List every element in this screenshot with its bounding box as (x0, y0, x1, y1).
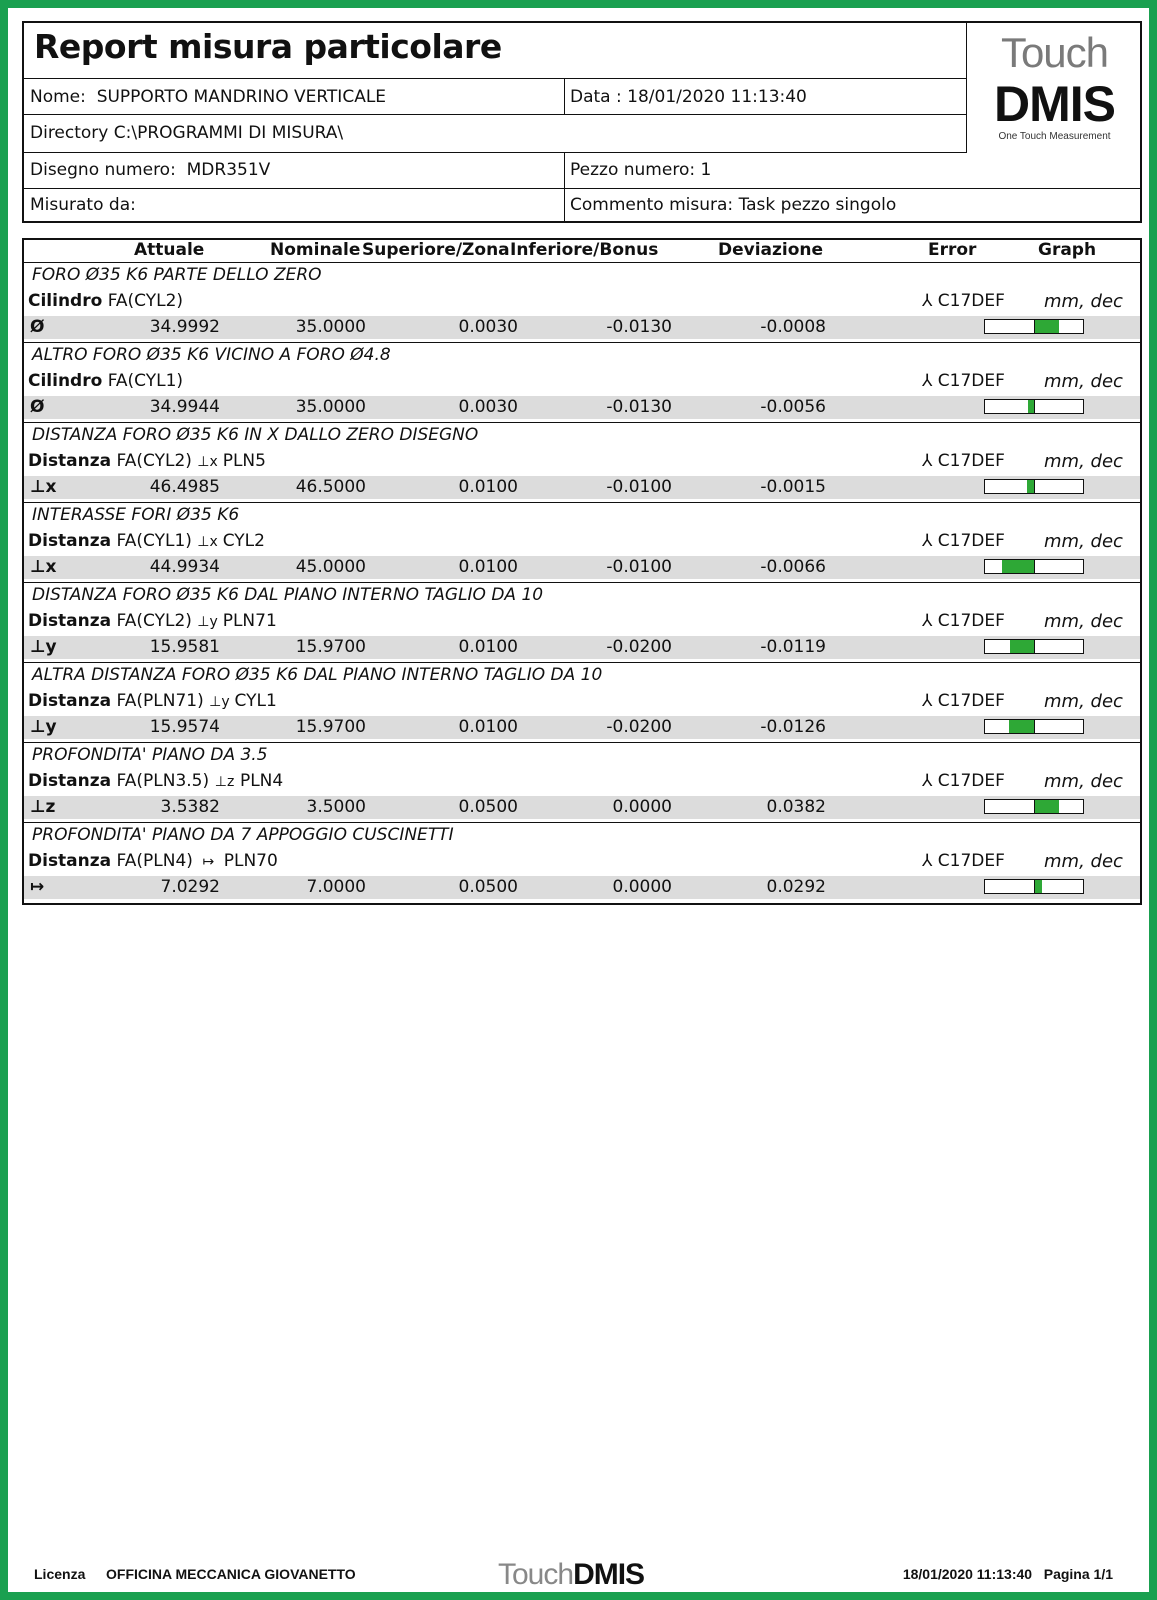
measurement-description: FORO Ø35 K6 PARTE DELLO ZERO (32, 265, 322, 285)
commento-field (570, 195, 896, 215)
gauge-nominal-line (1034, 400, 1035, 413)
value-actual: 34.9944 (149, 397, 220, 417)
report-header (22, 21, 1142, 223)
units: mm, dec (1044, 451, 1123, 472)
misurato-field (30, 195, 136, 215)
measurement-feature (28, 691, 277, 711)
commento-value: Task pezzo singolo (738, 195, 897, 215)
units: mm, dec (1044, 851, 1123, 872)
alignment (922, 291, 1005, 311)
units: mm, dec (1044, 611, 1123, 632)
nome-divider (564, 79, 565, 115)
value-actual: 15.9581 (149, 637, 220, 657)
feature-name: FA(PLN4) (116, 851, 193, 871)
deviation-gauge (984, 799, 1084, 814)
feature-name: FA(CYL2) (107, 291, 184, 311)
gauge-nominal-line (1034, 560, 1035, 573)
logo-touch-text (967, 29, 1142, 77)
alignment-name: C17DEF (937, 851, 1005, 871)
value-nominal: 46.5000 (295, 477, 366, 497)
alignment-name: C17DEF (937, 611, 1005, 631)
value-deviation: -0.0066 (760, 557, 826, 577)
measure-type-icon: ⊥y (30, 717, 57, 737)
units: mm, dec (1044, 771, 1123, 792)
measurement-feature (28, 371, 183, 391)
value-nominal: 3.5000 (306, 797, 366, 817)
alignment (922, 851, 1005, 871)
value-upper: 0.0500 (458, 877, 518, 897)
gauge-fill (1034, 880, 1042, 893)
value-actual: 3.5382 (160, 797, 220, 817)
page-footer (8, 1558, 1149, 1591)
value-upper: 0.0100 (458, 557, 518, 577)
report-title: Report misura particolare (34, 27, 502, 66)
disegno-divider (564, 153, 565, 189)
measurement-description: ALTRA DISTANZA FORO Ø35 K6 DAL PIANO INTERNO TAGLIO DA 10 (32, 665, 603, 685)
measurement-block (24, 663, 1140, 743)
measurement-type: Distanza (28, 851, 112, 871)
measurement-type: Distanza (28, 611, 112, 631)
feature-name: FA(PLN3.5) (116, 771, 210, 791)
misurato-label: Misurato da: (30, 195, 136, 215)
alignment-name: C17DEF (937, 451, 1005, 471)
misurato-row (24, 189, 1140, 221)
measurement-table (22, 238, 1142, 905)
coordinate-system-icon: ⅄ (922, 611, 933, 631)
value-nominal: 15.9700 (295, 717, 366, 737)
coordinate-system-icon: ⅄ (922, 371, 933, 391)
disegno-row (24, 153, 1140, 189)
values-row (24, 796, 1140, 819)
value-deviation: -0.0008 (760, 317, 826, 337)
deviation-gauge (984, 879, 1084, 894)
value-upper: 0.0100 (458, 477, 518, 497)
touchdmis-logo (966, 23, 1142, 153)
measurement-feature (28, 611, 277, 631)
value-deviation: -0.0015 (760, 477, 826, 497)
value-lower: -0.0200 (606, 717, 672, 737)
coordinate-system-icon: ⅄ (922, 851, 933, 871)
coordinate-system-icon: ⅄ (922, 691, 933, 711)
measurement-description: DISTANZA FORO Ø35 K6 IN X DALLO ZERO DISEGNO (32, 425, 479, 445)
col-superiore: Superiore/Zona (362, 240, 510, 260)
gauge-fill (1027, 480, 1034, 493)
measurement-type: Distanza (28, 691, 112, 711)
value-upper: 0.0030 (458, 397, 518, 417)
gauge-nominal-line (1034, 320, 1035, 333)
directory-row (24, 115, 966, 153)
measure-type-icon: ⊥y (30, 637, 57, 657)
value-upper: 0.0030 (458, 317, 518, 337)
directory-field (30, 123, 343, 143)
gauge-fill (1010, 640, 1034, 653)
measurement-block (24, 583, 1140, 663)
measure-type-icon: Ø (30, 317, 45, 337)
measurement-block (24, 423, 1140, 503)
pezzo-value: 1 (700, 160, 712, 180)
feature-name: FA(CYL1) (107, 371, 184, 391)
measurement-feature (28, 531, 265, 551)
reference-name: PLN71 (222, 611, 277, 631)
title-row (24, 23, 966, 79)
units: mm, dec (1044, 531, 1123, 552)
value-actual: 15.9574 (149, 717, 220, 737)
axis-icon: ⊥x (197, 454, 218, 470)
axis-icon: ⊥y (197, 614, 218, 630)
reference-name: CYL2 (222, 531, 265, 551)
misurato-divider (564, 189, 565, 221)
value-nominal: 35.0000 (295, 397, 366, 417)
value-lower: -0.0100 (606, 477, 672, 497)
nome-value: SUPPORTO MANDRINO VERTICALE (96, 87, 387, 107)
gauge-nominal-line (1034, 720, 1035, 733)
measure-type-icon: Ø (30, 397, 45, 417)
data-field (570, 87, 807, 107)
axis-icon: ⊥y (209, 694, 230, 710)
measurement-description: ALTRO FORO Ø35 K6 VICINO A FORO Ø4.8 (32, 345, 391, 365)
disegno-field (30, 160, 270, 180)
col-error: Error (928, 240, 977, 260)
measurement-feature (28, 451, 266, 471)
deviation-gauge (984, 639, 1084, 654)
feature-name: FA(CYL1) (116, 531, 192, 551)
alignment-name: C17DEF (937, 371, 1005, 391)
coordinate-system-icon: ⅄ (922, 291, 933, 311)
reference-name: PLN5 (222, 451, 266, 471)
footer-date-page (903, 1566, 1113, 1582)
value-nominal: 15.9700 (295, 637, 366, 657)
nome-row (24, 79, 966, 115)
col-graph: Graph (1038, 240, 1097, 260)
coordinate-system-icon: ⅄ (922, 771, 933, 791)
value-nominal: 35.0000 (295, 317, 366, 337)
alignment (922, 691, 1005, 711)
measurement-feature (28, 771, 283, 791)
deviation-gauge (984, 399, 1084, 414)
alignment (922, 611, 1005, 631)
col-inferiore: Inferiore/Bonus (510, 240, 659, 260)
measure-type-icon: ⊥z (30, 797, 56, 817)
reference-name: PLN70 (223, 851, 278, 871)
measurement-type: Cilindro (28, 291, 103, 311)
gauge-nominal-line (1034, 640, 1035, 653)
measure-type-icon: ⊥x (30, 557, 57, 577)
coordinate-system-icon: ⅄ (922, 531, 933, 551)
deviation-gauge (984, 559, 1084, 574)
pezzo-label: Pezzo numero: (570, 160, 696, 180)
measurement-feature (28, 851, 278, 871)
measurement-feature (28, 291, 183, 311)
feature-name: FA(CYL2) (116, 611, 192, 631)
value-lower: 0.0000 (612, 877, 672, 897)
deviation-gauge (984, 719, 1084, 734)
coordinate-system-icon: ⅄ (922, 451, 933, 471)
values-row (24, 716, 1140, 739)
value-nominal: 7.0000 (306, 877, 366, 897)
value-actual: 46.4985 (149, 477, 220, 497)
alignment-name: C17DEF (937, 531, 1005, 551)
units: mm, dec (1044, 371, 1123, 392)
value-deviation: -0.0126 (760, 717, 826, 737)
value-nominal: 45.0000 (295, 557, 366, 577)
footer-logo-touch: Touch (498, 1558, 574, 1591)
measurement-block (24, 503, 1140, 583)
measure-type-icon: ⊥x (30, 477, 57, 497)
logo-tagline: One Touch Measurement (998, 131, 1111, 142)
measure-type-icon: ↦ (30, 877, 45, 897)
col-deviazione: Deviazione (718, 240, 824, 260)
value-deviation: -0.0056 (760, 397, 826, 417)
deviation-gauge (984, 479, 1084, 494)
values-row (24, 476, 1140, 499)
values-row (24, 316, 1140, 339)
axis-icon: ⊥z (214, 774, 235, 790)
deviation-gauge (984, 319, 1084, 334)
value-actual: 44.9934 (149, 557, 220, 577)
logo-dmis-text: DMIS (994, 76, 1115, 132)
data-value: 18/01/2020 11:13:40 (627, 87, 807, 107)
values-row (24, 396, 1140, 419)
value-lower: -0.0100 (606, 557, 672, 577)
license-label: Licenza (34, 1566, 86, 1582)
footer-date: 18/01/2020 11:13:40 (902, 1566, 1033, 1582)
pezzo-field (570, 160, 711, 180)
value-lower: 0.0000 (612, 797, 672, 817)
col-nominale: Nominale (270, 240, 361, 260)
value-lower: -0.0130 (606, 397, 672, 417)
gauge-fill (1034, 800, 1059, 813)
alignment-name: C17DEF (937, 771, 1005, 791)
gauge-nominal-line (1034, 800, 1035, 813)
value-actual: 34.9992 (149, 317, 220, 337)
nome-field (30, 87, 386, 107)
disegno-label: Disegno numero: (30, 160, 176, 180)
disegno-value: MDR351V (186, 160, 271, 180)
directory-value: C:\PROGRAMMI DI MISURA\ (113, 123, 344, 143)
col-attuale: Attuale (134, 240, 205, 260)
gauge-nominal-line (1034, 880, 1035, 893)
alignment (922, 371, 1005, 391)
directory-label: Directory (30, 123, 109, 143)
measurement-type: Cilindro (28, 371, 103, 391)
measurement-block (24, 743, 1140, 823)
measurement-blocks (24, 263, 1140, 903)
measurement-type: Distanza (28, 531, 112, 551)
measurement-block (24, 263, 1140, 343)
value-upper: 0.0100 (458, 637, 518, 657)
value-deviation: -0.0119 (760, 637, 826, 657)
units: mm, dec (1044, 291, 1123, 312)
value-deviation: 0.0382 (766, 797, 826, 817)
measurement-description: DISTANZA FORO Ø35 K6 DAL PIANO INTERNO TAGLIO DA 10 (32, 585, 544, 605)
measurement-description: INTERASSE FORI Ø35 K6 (32, 505, 240, 525)
alignment (922, 531, 1005, 551)
values-row (24, 636, 1140, 659)
values-row (24, 876, 1140, 899)
nome-label: Nome: (30, 87, 86, 107)
value-actual: 7.0292 (160, 877, 220, 897)
measurement-description: PROFONDITA' PIANO DA 7 APPOGGIO CUSCINETTI (32, 825, 454, 845)
logo-touch-word: Touch (1000, 29, 1109, 76)
units: mm, dec (1044, 691, 1123, 712)
value-upper: 0.0500 (458, 797, 518, 817)
measurement-type: Distanza (28, 451, 112, 471)
gauge-fill (1009, 720, 1034, 733)
table-column-headers (24, 240, 1140, 263)
reference-name: CYL1 (234, 691, 277, 711)
alignment (922, 771, 1005, 791)
gauge-nominal-line (1034, 480, 1035, 493)
feature-name: FA(PLN71) (116, 691, 204, 711)
value-deviation: 0.0292 (766, 877, 826, 897)
footer-logo (498, 1558, 644, 1592)
value-lower: -0.0200 (606, 637, 672, 657)
license-owner: OFFICINA MECCANICA GIOVANETTO (106, 1566, 356, 1582)
alignment-name: C17DEF (937, 691, 1005, 711)
axis-icon: ↦ (202, 854, 215, 870)
values-row (24, 556, 1140, 579)
measurement-block (24, 343, 1140, 423)
footer-logo-dmis: DMIS (573, 1558, 645, 1591)
value-lower: -0.0130 (606, 317, 672, 337)
measurement-block (24, 823, 1140, 903)
reference-name: PLN4 (239, 771, 284, 791)
measurement-type: Distanza (28, 771, 112, 791)
value-upper: 0.0100 (458, 717, 518, 737)
footer-page: Pagina 1/1 (1043, 1566, 1113, 1582)
alignment-name: C17DEF (937, 291, 1005, 311)
gauge-fill (1002, 560, 1034, 573)
commento-label: Commento misura: (570, 195, 734, 215)
feature-name: FA(CYL2) (116, 451, 192, 471)
gauge-fill (1034, 320, 1059, 333)
data-label: Data : (570, 87, 622, 107)
axis-icon: ⊥x (197, 534, 218, 550)
alignment (922, 451, 1005, 471)
measurement-description: PROFONDITA' PIANO DA 3.5 (32, 745, 268, 765)
